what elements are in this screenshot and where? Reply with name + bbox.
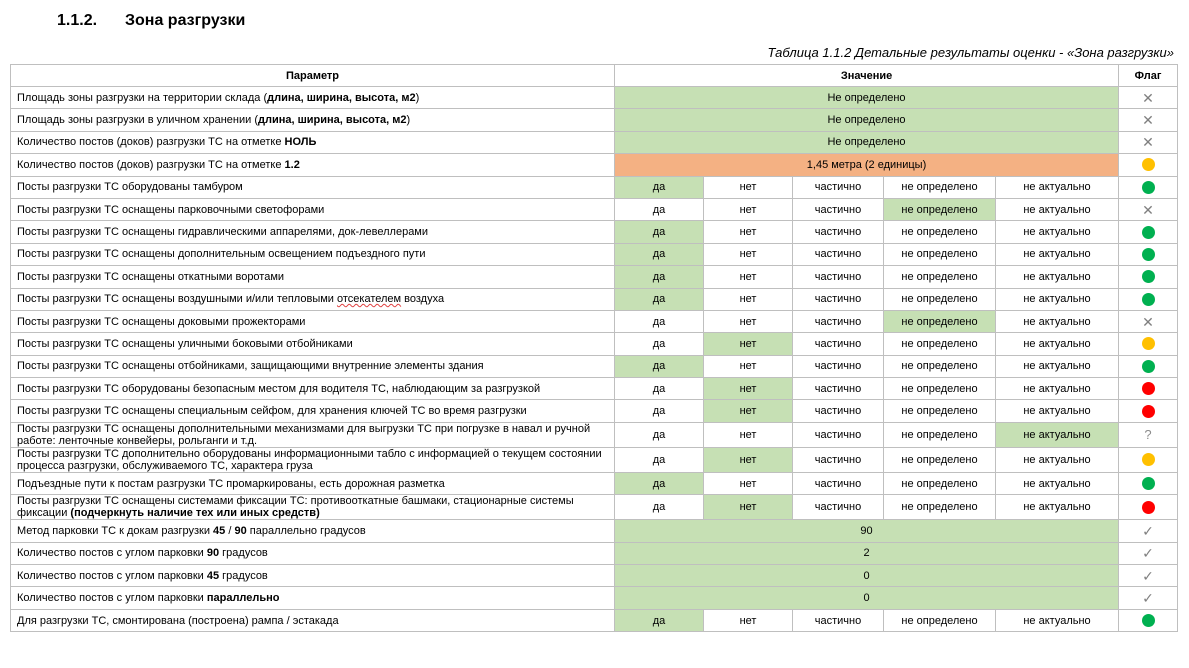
check-icon: ✓ xyxy=(1142,567,1154,584)
table-row xyxy=(11,495,1178,520)
option-cell: не определено xyxy=(884,355,996,377)
table-row xyxy=(11,400,1178,422)
option-cell: не определено xyxy=(884,422,996,447)
option-cell: да xyxy=(615,221,704,243)
parameter-text: отсекателем xyxy=(336,293,402,306)
parameter-text: Посты разгрузки ТС оснащены дополнительными механизмами для выгрузки ТС при погрузке в навал и ручной работе: ленточные конвейеры, рольганги и т.д. xyxy=(17,422,591,447)
parameter-cell xyxy=(11,198,615,220)
option-cell: не актуально xyxy=(996,266,1119,288)
option-cell: не определено xyxy=(884,609,996,631)
value-cell: 0 xyxy=(615,587,1119,609)
parameter-text: Посты разгрузки ТС оснащены отбойниками, защищающими внутренние элементы здания xyxy=(17,360,484,373)
parameter-text: Количество постов с углом парковки xyxy=(17,592,207,605)
table-caption: Таблица 1.1.2 Детальные результаты оценки - «Зона разгрузки» xyxy=(767,45,1174,60)
parameter-text: Количество постов (доков) разгрузки ТС на отметке xyxy=(17,136,285,149)
section-title: Зона разгрузки xyxy=(125,12,246,29)
parameter-text: Количество постов с углом парковки xyxy=(17,547,207,560)
option-cell: не определено xyxy=(884,378,996,400)
parameter-text: параллельно градусов xyxy=(246,524,366,537)
option-cell: не определено xyxy=(884,288,996,310)
green-status-dot-icon xyxy=(1142,614,1155,627)
parameter-cell xyxy=(11,154,615,176)
option-cell: частично xyxy=(793,472,884,494)
check-icon: ✓ xyxy=(1142,545,1154,562)
flag-cell xyxy=(1119,221,1178,243)
value-cell: 1,45 метра (2 единицы) xyxy=(615,154,1119,176)
green-status-dot-icon xyxy=(1142,181,1155,194)
option-cell: не актуально xyxy=(996,447,1119,472)
table-row xyxy=(11,221,1178,243)
parameter-text: Посты разгрузки ТС оснащены гидравлическими аппарелями, док-левеллерами xyxy=(17,226,429,239)
value-cell: 2 xyxy=(615,542,1119,564)
option-cell: не актуально xyxy=(996,378,1119,400)
parameter-text: 90 xyxy=(206,547,220,560)
option-cell: частично xyxy=(793,288,884,310)
header-value: Значение xyxy=(615,65,1119,87)
option-cell: нет xyxy=(704,243,793,265)
table-row xyxy=(11,154,1178,176)
yellow-status-dot-icon xyxy=(1142,337,1155,350)
parameter-cell xyxy=(11,520,615,542)
yellow-status-dot-icon xyxy=(1142,453,1155,466)
option-cell: частично xyxy=(793,495,884,520)
flag-cell xyxy=(1119,565,1178,587)
flag-cell xyxy=(1119,176,1178,198)
parameter-text: Количество постов с углом парковки xyxy=(17,569,207,582)
red-status-dot-icon xyxy=(1142,405,1155,418)
table-row xyxy=(11,609,1178,631)
option-cell: не актуально xyxy=(996,333,1119,355)
parameter-text: Для разгрузки ТС, смонтирована (построена) рампа / эстакада xyxy=(17,614,339,627)
table-row xyxy=(11,333,1178,355)
check-icon: ✓ xyxy=(1142,522,1154,539)
option-cell: да xyxy=(615,198,704,220)
option-cell: да xyxy=(615,472,704,494)
parameter-text: Посты разгрузки ТС оснащены парковочными светофорами xyxy=(17,203,325,216)
option-cell: не определено xyxy=(884,495,996,520)
option-cell: нет xyxy=(704,333,793,355)
table-row xyxy=(11,266,1178,288)
parameter-text: Посты разгрузки ТС оснащены уличными боковыми отбойниками xyxy=(17,337,353,350)
table-row xyxy=(11,422,1178,447)
parameter-cell xyxy=(11,221,615,243)
option-cell: не актуально xyxy=(996,609,1119,631)
parameter-cell xyxy=(11,447,615,472)
red-status-dot-icon xyxy=(1142,382,1155,395)
option-cell: частично xyxy=(793,378,884,400)
table-row xyxy=(11,109,1178,131)
parameter-text: (подчеркнуть наличие тех или иных средств) xyxy=(70,507,320,520)
option-cell: не определено xyxy=(884,198,996,220)
parameter-text: Посты разгрузки ТС оснащены откатными воротами xyxy=(17,270,285,283)
option-cell: да xyxy=(615,447,704,472)
option-cell: да xyxy=(615,495,704,520)
flag-cell xyxy=(1119,400,1178,422)
parameter-text: Подъездные пути к постам разгрузки ТС промаркированы, есть дорожная разметка xyxy=(17,477,445,490)
parameter-text: градусов xyxy=(219,569,268,582)
option-cell: нет xyxy=(704,310,793,332)
parameter-cell xyxy=(11,542,615,564)
option-cell: частично xyxy=(793,221,884,243)
parameter-cell xyxy=(11,176,615,198)
flag-cell xyxy=(1119,495,1178,520)
option-cell: нет xyxy=(704,447,793,472)
parameter-text: Метод парковки ТС к докам разгрузки xyxy=(17,524,214,537)
parameter-text: Посты разгрузки ТС оснащены специальным сейфом, для хранения ключей ТС во время разгрузки xyxy=(17,405,527,418)
cross-icon: ✕ xyxy=(1142,89,1154,106)
parameter-cell xyxy=(11,288,615,310)
option-cell: частично xyxy=(793,310,884,332)
option-cell: да xyxy=(615,609,704,631)
option-cell: не актуально xyxy=(996,472,1119,494)
parameter-cell xyxy=(11,472,615,494)
red-status-dot-icon xyxy=(1142,501,1155,514)
option-cell: не актуально xyxy=(996,422,1119,447)
option-cell: да xyxy=(615,243,704,265)
parameter-text: Посты разгрузки ТС оснащены дополнительным освещением подъездного пути xyxy=(17,248,426,261)
option-cell: не актуально xyxy=(996,221,1119,243)
parameter-text: Посты разгрузки ТС дополнительно оборудованы информационными табло с информацией о текущем состоянии процесса разгрузки, обслуживаемого ТС, характера груза xyxy=(17,447,602,472)
parameter-cell xyxy=(11,565,615,587)
flag-cell xyxy=(1119,422,1178,447)
option-cell: частично xyxy=(793,266,884,288)
option-cell: нет xyxy=(704,609,793,631)
table-row xyxy=(11,198,1178,220)
parameter-cell xyxy=(11,587,615,609)
parameter-text: Площадь зоны разгрузки на территории склада ( xyxy=(17,91,268,104)
option-cell: не определено xyxy=(884,266,996,288)
parameter-text: Посты разгрузки ТС оборудованы безопасным местом для водителя ТС, наблюдающим за разгрузкой xyxy=(17,382,541,395)
option-cell: не определено xyxy=(884,333,996,355)
parameter-text: / xyxy=(225,524,235,537)
table-row xyxy=(11,131,1178,153)
parameter-text: Посты разгрузки ТС оснащены доковыми прожекторами xyxy=(17,315,306,328)
option-cell: частично xyxy=(793,333,884,355)
value-cell: Не определено xyxy=(615,131,1119,153)
option-cell: не определено xyxy=(884,176,996,198)
option-cell: нет xyxy=(704,176,793,198)
table-row xyxy=(11,87,1178,109)
option-cell: не определено xyxy=(884,472,996,494)
table-row xyxy=(11,542,1178,564)
parameter-text: ) xyxy=(415,91,420,104)
flag-cell xyxy=(1119,520,1178,542)
option-cell: да xyxy=(615,378,704,400)
table-row xyxy=(11,565,1178,587)
table-row xyxy=(11,520,1178,542)
option-cell: не определено xyxy=(884,447,996,472)
option-cell: частично xyxy=(793,355,884,377)
table-row xyxy=(11,355,1178,377)
table-row xyxy=(11,176,1178,198)
parameter-text: градусов xyxy=(219,547,268,560)
option-cell: нет xyxy=(704,472,793,494)
value-cell: 90 xyxy=(615,520,1119,542)
option-cell: не актуально xyxy=(996,198,1119,220)
parameter-cell xyxy=(11,109,615,131)
option-cell: не актуально xyxy=(996,400,1119,422)
option-cell: нет xyxy=(704,221,793,243)
parameter-text: Количество постов (доков) разгрузки ТС на отметке xyxy=(17,158,285,171)
parameter-text: 45 xyxy=(206,569,220,582)
flag-cell xyxy=(1119,310,1178,332)
parameter-text: длина, ширина, высота, м2 xyxy=(267,91,416,104)
parameter-text: ) xyxy=(406,114,411,127)
flag-cell xyxy=(1119,378,1178,400)
parameter-text: длина, ширина, высота, м2 xyxy=(258,114,407,127)
flag-cell xyxy=(1119,447,1178,472)
option-cell: нет xyxy=(704,400,793,422)
flag-cell xyxy=(1119,131,1178,153)
flag-cell xyxy=(1119,472,1178,494)
parameter-cell xyxy=(11,266,615,288)
flag-cell xyxy=(1119,587,1178,609)
option-cell: частично xyxy=(793,609,884,631)
flag-cell xyxy=(1119,243,1178,265)
option-cell: не актуально xyxy=(996,243,1119,265)
table-row xyxy=(11,310,1178,332)
table-header-row xyxy=(11,65,1178,87)
parameter-cell xyxy=(11,333,615,355)
option-cell: частично xyxy=(793,422,884,447)
parameter-text: 1.2 xyxy=(284,158,300,171)
table-row xyxy=(11,288,1178,310)
flag-cell xyxy=(1119,333,1178,355)
green-status-dot-icon xyxy=(1142,270,1155,283)
parameter-cell xyxy=(11,400,615,422)
flag-cell xyxy=(1119,355,1178,377)
option-cell: да xyxy=(615,333,704,355)
option-cell: нет xyxy=(704,288,793,310)
parameter-text: Площадь зоны разгрузки в уличном хранении ( xyxy=(17,114,259,127)
section-heading xyxy=(57,12,245,30)
option-cell: не определено xyxy=(884,221,996,243)
option-cell: частично xyxy=(793,400,884,422)
value-cell: Не определено xyxy=(615,109,1119,131)
parameter-text: Посты разгрузки ТС оснащены воздушными и/или тепловыми xyxy=(17,293,337,306)
parameter-cell xyxy=(11,243,615,265)
cross-icon: ✕ xyxy=(1142,134,1154,151)
flag-cell xyxy=(1119,266,1178,288)
table-row xyxy=(11,447,1178,472)
option-cell: частично xyxy=(793,447,884,472)
parameter-text: Посты разгрузки ТС оснащены системами фиксации ТС: противооткатные башмаки, стационарные системы фиксации xyxy=(17,495,574,520)
option-cell: не определено xyxy=(884,400,996,422)
option-cell: не актуально xyxy=(996,355,1119,377)
option-cell: да xyxy=(615,422,704,447)
flag-cell xyxy=(1119,609,1178,631)
option-cell: нет xyxy=(704,266,793,288)
flag-cell xyxy=(1119,109,1178,131)
results-table xyxy=(10,64,1178,632)
option-cell: нет xyxy=(704,355,793,377)
option-cell: да xyxy=(615,310,704,332)
question-icon: ? xyxy=(1144,426,1152,442)
green-status-dot-icon xyxy=(1142,360,1155,373)
parameter-cell xyxy=(11,609,615,631)
parameter-cell xyxy=(11,422,615,447)
option-cell: не определено xyxy=(884,243,996,265)
option-cell: да xyxy=(615,266,704,288)
option-cell: частично xyxy=(793,198,884,220)
option-cell: не актуально xyxy=(996,495,1119,520)
option-cell: не актуально xyxy=(996,176,1119,198)
option-cell: нет xyxy=(704,422,793,447)
green-status-dot-icon xyxy=(1142,248,1155,261)
option-cell: не актуально xyxy=(996,288,1119,310)
option-cell: да xyxy=(615,400,704,422)
green-status-dot-icon xyxy=(1142,226,1155,239)
option-cell: нет xyxy=(704,198,793,220)
section-number: 1.1.2. xyxy=(57,12,98,29)
table-row xyxy=(11,243,1178,265)
header-parameter: Параметр xyxy=(11,65,615,87)
option-cell: частично xyxy=(793,243,884,265)
cross-icon: ✕ xyxy=(1142,201,1154,218)
parameter-text: Посты разгрузки ТС оборудованы тамбуром xyxy=(17,181,243,194)
flag-cell xyxy=(1119,87,1178,109)
flag-cell xyxy=(1119,154,1178,176)
parameter-cell xyxy=(11,131,615,153)
check-icon: ✓ xyxy=(1142,590,1154,607)
option-cell: да xyxy=(615,176,704,198)
option-cell: не актуально xyxy=(996,310,1119,332)
parameter-text: 45 xyxy=(213,524,226,537)
header-flag: Флаг xyxy=(1119,65,1178,87)
parameter-text: НОЛЬ xyxy=(284,136,317,149)
parameter-cell xyxy=(11,87,615,109)
option-cell: нет xyxy=(704,378,793,400)
value-cell: 0 xyxy=(615,565,1119,587)
parameter-cell xyxy=(11,378,615,400)
parameter-cell xyxy=(11,495,615,520)
parameter-text: воздуха xyxy=(401,293,445,306)
option-cell: да xyxy=(615,288,704,310)
flag-cell xyxy=(1119,542,1178,564)
yellow-status-dot-icon xyxy=(1142,158,1155,171)
table-row xyxy=(11,378,1178,400)
flag-cell xyxy=(1119,288,1178,310)
table-row xyxy=(11,472,1178,494)
parameter-cell xyxy=(11,355,615,377)
option-cell: не определено xyxy=(884,310,996,332)
flag-cell xyxy=(1119,198,1178,220)
parameter-text: 90 xyxy=(234,524,247,537)
table-row xyxy=(11,587,1178,609)
cross-icon: ✕ xyxy=(1142,112,1154,129)
green-status-dot-icon xyxy=(1142,293,1155,306)
parameter-cell xyxy=(11,310,615,332)
value-cell: Не определено xyxy=(615,87,1119,109)
cross-icon: ✕ xyxy=(1142,313,1154,330)
option-cell: нет xyxy=(704,495,793,520)
option-cell: частично xyxy=(793,176,884,198)
green-status-dot-icon xyxy=(1142,477,1155,490)
option-cell: да xyxy=(615,355,704,377)
parameter-text: параллельно xyxy=(206,592,280,605)
